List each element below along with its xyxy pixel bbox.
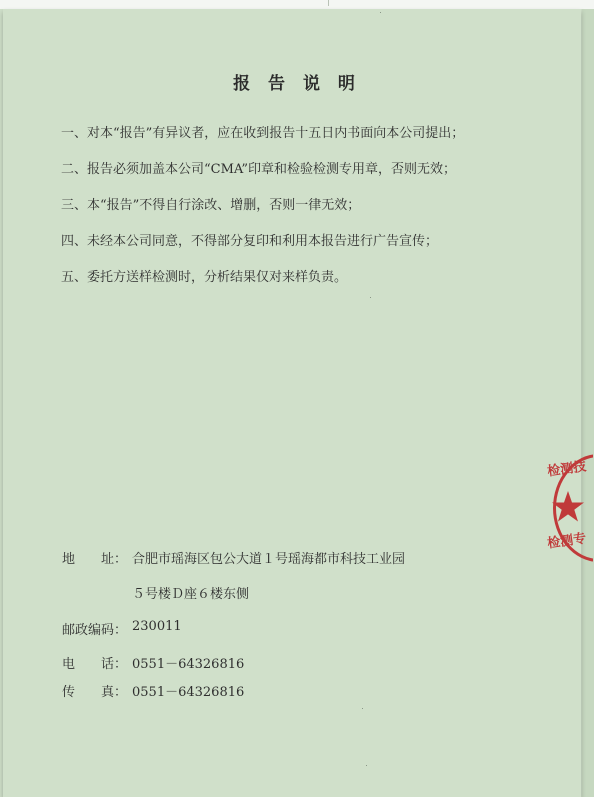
terms-list — [61, 125, 561, 305]
viewer-scroll-gutter[interactable] — [582, 9, 594, 797]
term-item: 五、委托方送样检测时，分析结果仅对来样负责。 — [61, 270, 348, 285]
postcode-label: 邮政编码： — [62, 623, 128, 638]
fax-value: 0551－64326816 — [132, 685, 245, 700]
scan-speck — [366, 765, 367, 766]
scan-speck — [380, 12, 381, 13]
stamp-text-top: 检测技 — [546, 459, 588, 480]
top-bar-tick — [328, 0, 329, 6]
phone-label: 电 话： — [62, 657, 128, 672]
term-item: 二、报告必须加盖本公司“CMA”印章和检验检测专用章，否则无效； — [61, 162, 457, 177]
scan-speck — [362, 708, 363, 709]
page-title: 报 告 说 明 — [233, 74, 361, 94]
viewer-top-bar — [0, 0, 594, 9]
stamp-text-bottom: 检测专 — [546, 531, 588, 552]
phone-value: 0551－64326816 — [132, 657, 245, 672]
scan-speck — [370, 297, 371, 298]
address-label: 地 址： — [62, 552, 128, 567]
fax-label: 传 真： — [62, 685, 128, 700]
stamp-star-icon — [551, 490, 585, 524]
address-line2: ５号楼Ｄ座６楼东侧 — [132, 587, 250, 602]
term-item: 三、本“报告”不得自行涂改、增删，否则一律无效； — [61, 198, 361, 213]
postcode-value: 230011 — [132, 619, 182, 634]
inspection-stamp — [545, 452, 593, 564]
term-item: 一、对本“报告”有异议者，应在收到报告十五日内书面向本公司提出； — [61, 126, 465, 141]
term-item: 四、未经本公司同意，不得部分复印和利用本报告进行广告宣传； — [61, 234, 439, 249]
address-line1: 合肥市瑶海区包公大道１号瑶海都市科技工业园 — [132, 552, 406, 567]
